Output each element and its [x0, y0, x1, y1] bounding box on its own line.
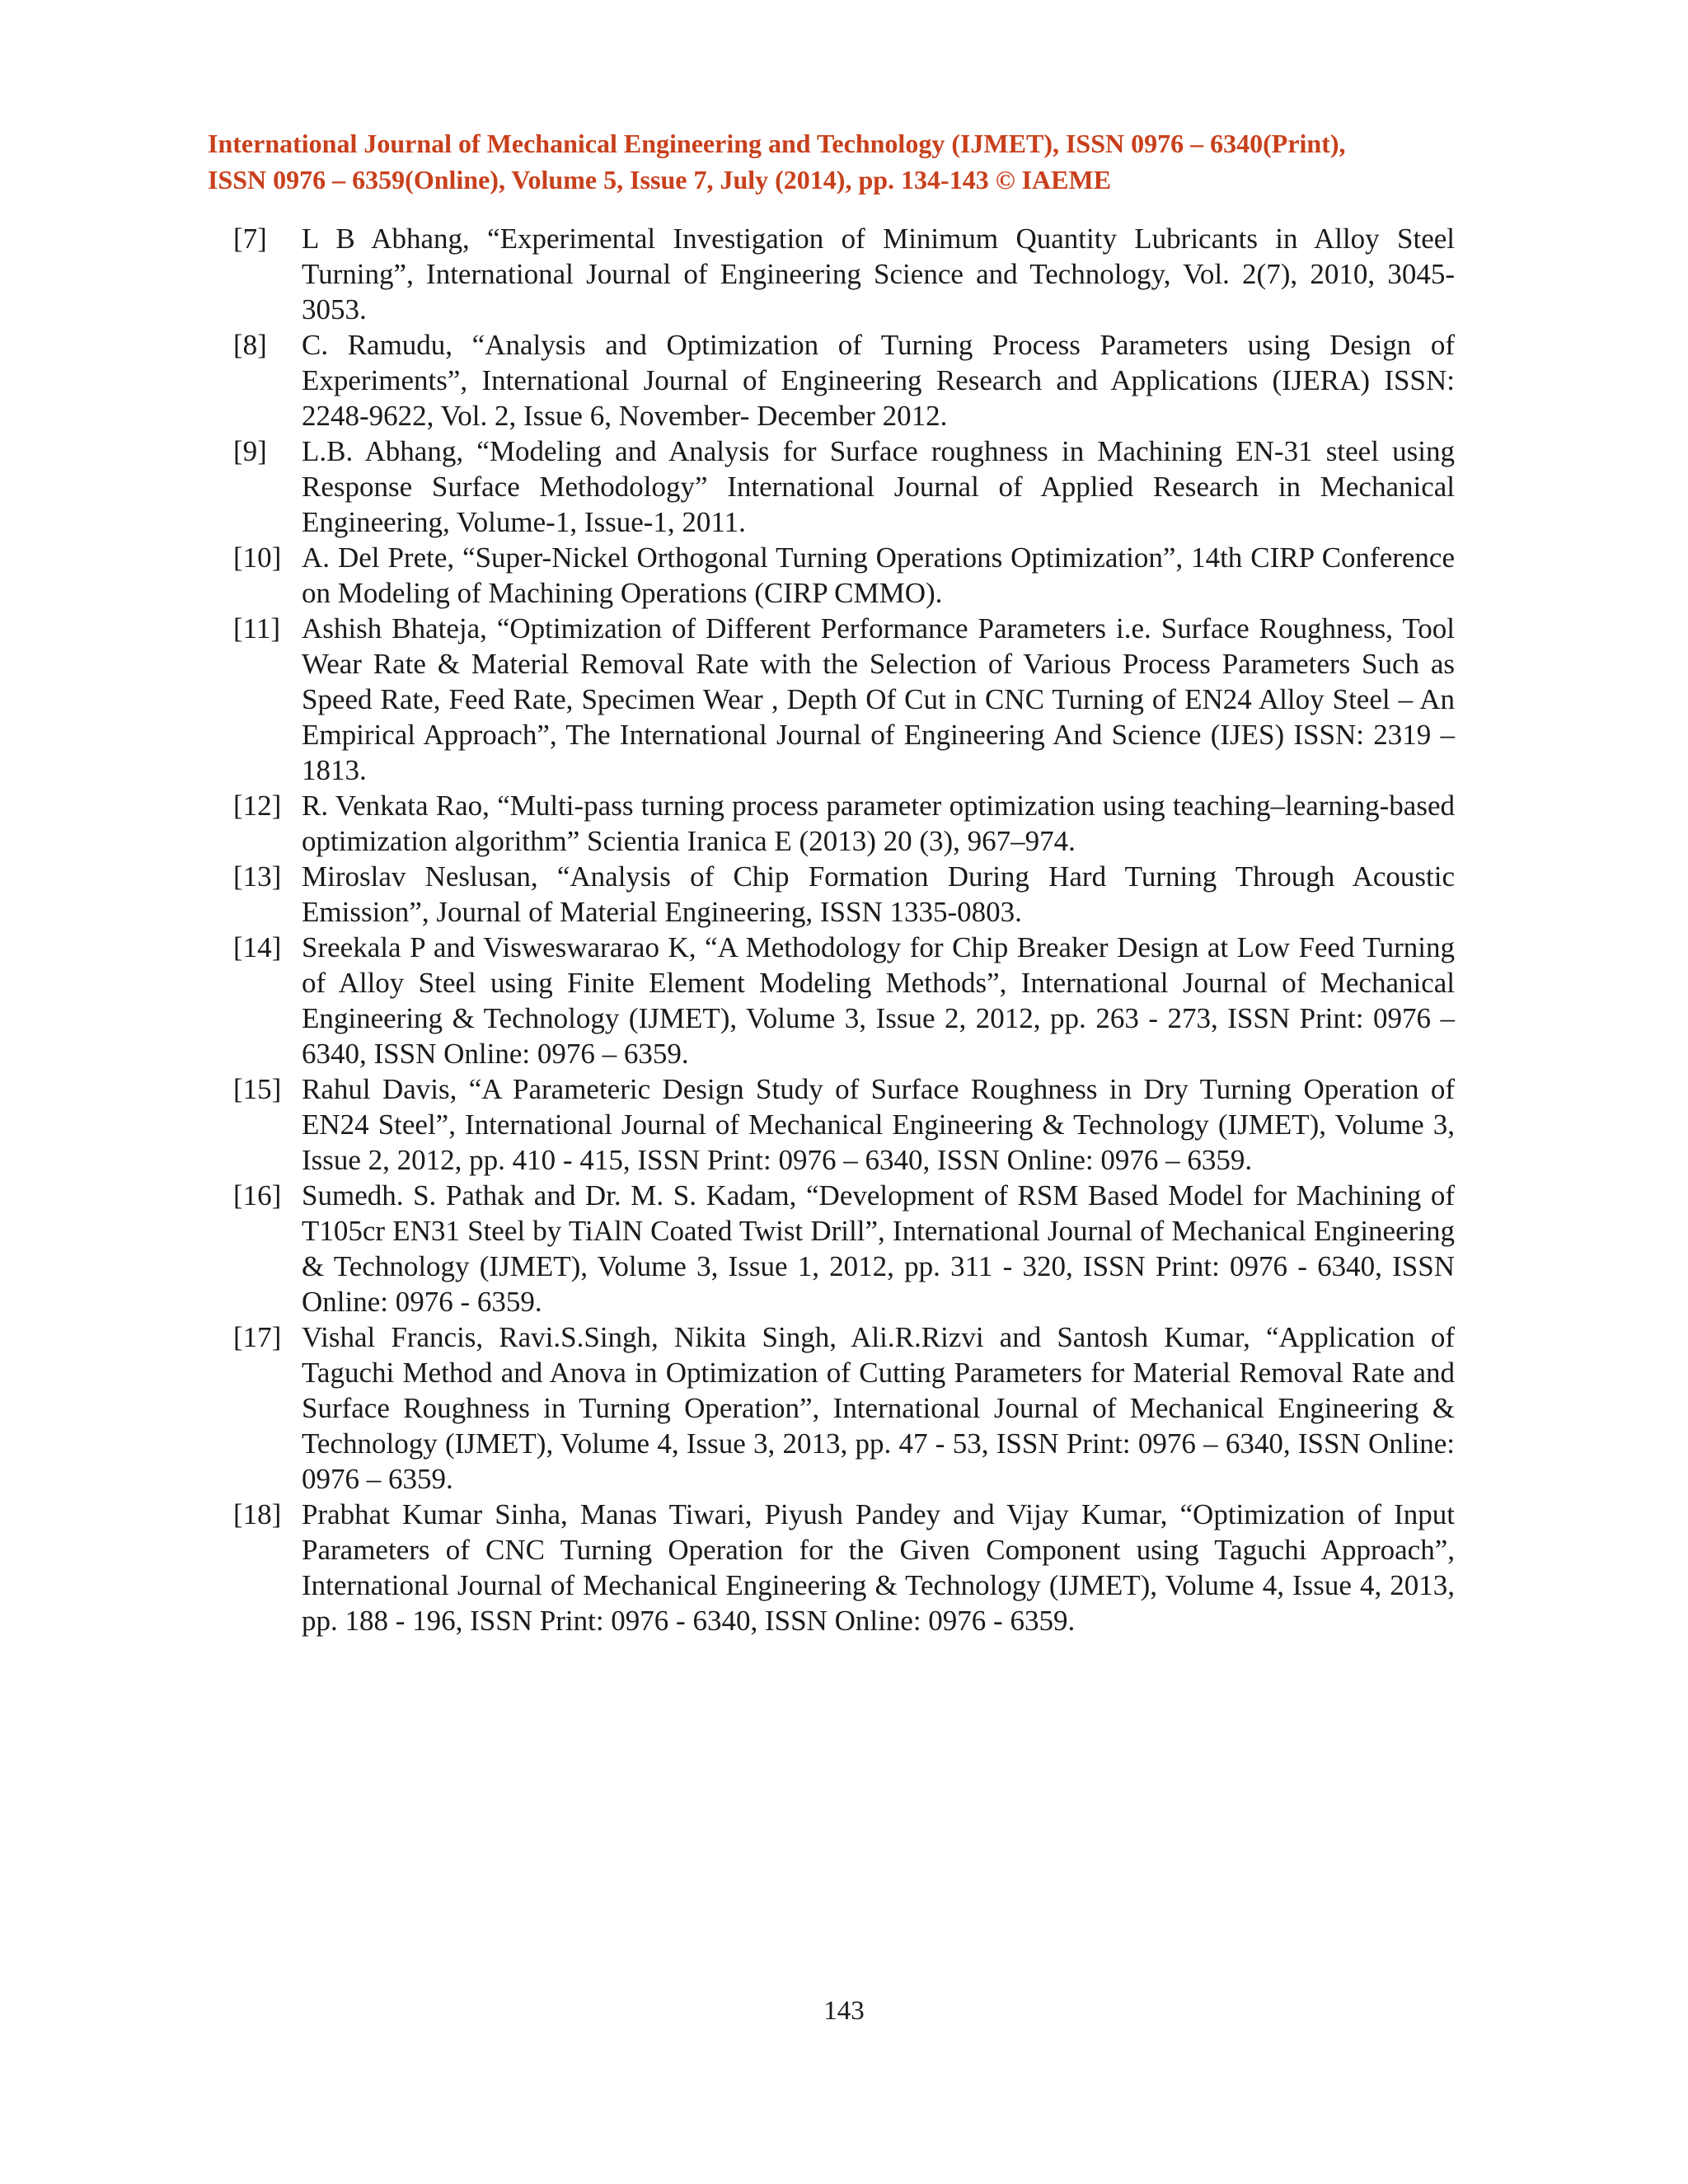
header-line-2: ISSN 0976 – 6359(Online), Volume 5, Issue 7, July (2014), pp. 134-143 © IAEME	[208, 165, 1112, 194]
reference-text: C. Ramudu, “Analysis and Optimization of Turning Process Parameters using Design of Experiments”, International Journal of Engineering Research and Applications (IJERA) ISSN: 2248-9622, Vol. 2, Issue 6, November- December 2012.	[302, 329, 1455, 432]
reference-text: R. Venkata Rao, “Multi-pass turning process parameter optimization using teaching–learning-based optimization algorithm” Scientia Iranica E (2013) 20 (3), 967–974.	[302, 790, 1455, 857]
reference-number: [13]	[233, 860, 282, 893]
reference-number: [9]	[233, 435, 267, 467]
header-line-1: International Journal of Mechanical Engineering and Technology (IJMET), ISSN 0976 – 6340(Print),	[208, 129, 1346, 158]
reference-number: [8]	[233, 329, 267, 361]
reference-item	[233, 540, 1455, 611]
reference-text: Prabhat Kumar Sinha, Manas Tiwari, Piyush Pandey and Vijay Kumar, “Optimization of Input Parameters of CNC Turning Operation for the Given Component using Taguchi Approach”, International Journal of Mechanical Engineering & Technology (IJMET), Volume 4, Issue 4, 2013, pp. 188 - 196, ISSN Print: 0976 - 6340, ISSN Online: 0976 - 6359.	[302, 1498, 1455, 1637]
reference-item	[233, 859, 1455, 930]
page-number: 143	[823, 1996, 865, 2026]
reference-text: L.B. Abhang, “Modeling and Analysis for Surface roughness in Machining EN-31 steel using Response Surface Methodology” International Journal of Applied Research in Mechanical Engineering, Volume-1, Issue-1, 2011.	[302, 435, 1455, 538]
reference-number: [16]	[233, 1179, 282, 1212]
reference-number: [14]	[233, 931, 282, 963]
reference-number: [15]	[233, 1073, 282, 1105]
running-header	[208, 125, 1477, 198]
reference-number: [18]	[233, 1498, 282, 1530]
reference-number: [12]	[233, 790, 282, 822]
reference-item	[233, 930, 1455, 1071]
reference-text: Rahul Davis, “A Parameteric Design Study of Surface Roughness in Dry Turning Operation of EN24 Steel”, International Journal of Mechanical Engineering & Technology (IJMET), Volume 3, Issue 2, 2012, pp. 410 - 415, ISSN Print: 0976 – 6340, ISSN Online: 0976 – 6359.	[302, 1073, 1455, 1176]
reference-text: A. Del Prete, “Super-Nickel Orthogonal Turning Operations Optimization”, 14th CIRP Conference on Modeling of Machining Operations (CIRP CMMO).	[302, 541, 1455, 609]
reference-item	[233, 434, 1455, 540]
reference-number: [11]	[233, 612, 281, 644]
reference-item	[233, 1178, 1455, 1319]
reference-text: L B Abhang, “Experimental Investigation of Minimum Quantity Lubricants in Alloy Steel Turning”, International Journal of Engineering Science and Technology, Vol. 2(7), 2010, 3045-3053.	[302, 223, 1455, 326]
reference-text: Miroslav Neslusan, “Analysis of Chip Formation During Hard Turning Through Acoustic Emission”, Journal of Material Engineering, ISSN 1335-0803.	[302, 860, 1455, 928]
reference-item	[233, 1071, 1455, 1178]
reference-item	[233, 1319, 1455, 1497]
reference-list	[233, 221, 1455, 1638]
reference-text: Sreekala P and Visweswararao K, “A Methodology for Chip Breaker Design at Low Feed Turning of Alloy Steel using Finite Element Modeling Methods”, International Journal of Mechanical Engineering & Technology (IJMET), Volume 3, Issue 2, 2012, pp. 263 - 273, ISSN Print: 0976 – 6340, ISSN Online: 0976 – 6359.	[302, 931, 1455, 1070]
reference-text: Ashish Bhateja, “Optimization of Different Performance Parameters i.e. Surface Roughness, Tool Wear Rate & Material Removal Rate with the Selection of Various Process Parameters Such as Speed Rate, Feed Rate, Specimen Wear , Depth Of Cut in CNC Turning of EN24 Alloy Steel – An Empirical Approach”, The International Journal of Engineering And Science (IJES) ISSN: 2319 – 1813.	[302, 612, 1455, 786]
reference-item	[233, 788, 1455, 859]
reference-item	[233, 611, 1455, 788]
reference-number: [7]	[233, 223, 267, 255]
reference-item	[233, 1497, 1455, 1638]
reference-text: Sumedh. S. Pathak and Dr. M. S. Kadam, “Development of RSM Based Model for Machining of T105cr EN31 Steel by TiAlN Coated Twist Drill”, International Journal of Mechanical Engineering & Technology (IJMET), Volume 3, Issue 1, 2012, pp. 311 - 320, ISSN Print: 0976 - 6340, ISSN Online: 0976 - 6359.	[302, 1179, 1455, 1318]
reference-number: [10]	[233, 541, 282, 574]
reference-item	[233, 327, 1455, 434]
reference-item	[233, 221, 1455, 327]
reference-number: [17]	[233, 1321, 282, 1353]
reference-text: Vishal Francis, Ravi.S.Singh, Nikita Singh, Ali.R.Rizvi and Santosh Kumar, “Application of Taguchi Method and Anova in Optimization of Cutting Parameters for Material Removal Rate and Surface Roughness in Turning Operation”, International Journal of Mechanical Engineering & Technology (IJMET), Volume 4, Issue 3, 2013, pp. 47 - 53, ISSN Print: 0976 – 6340, ISSN Online: 0976 – 6359.	[302, 1321, 1455, 1495]
